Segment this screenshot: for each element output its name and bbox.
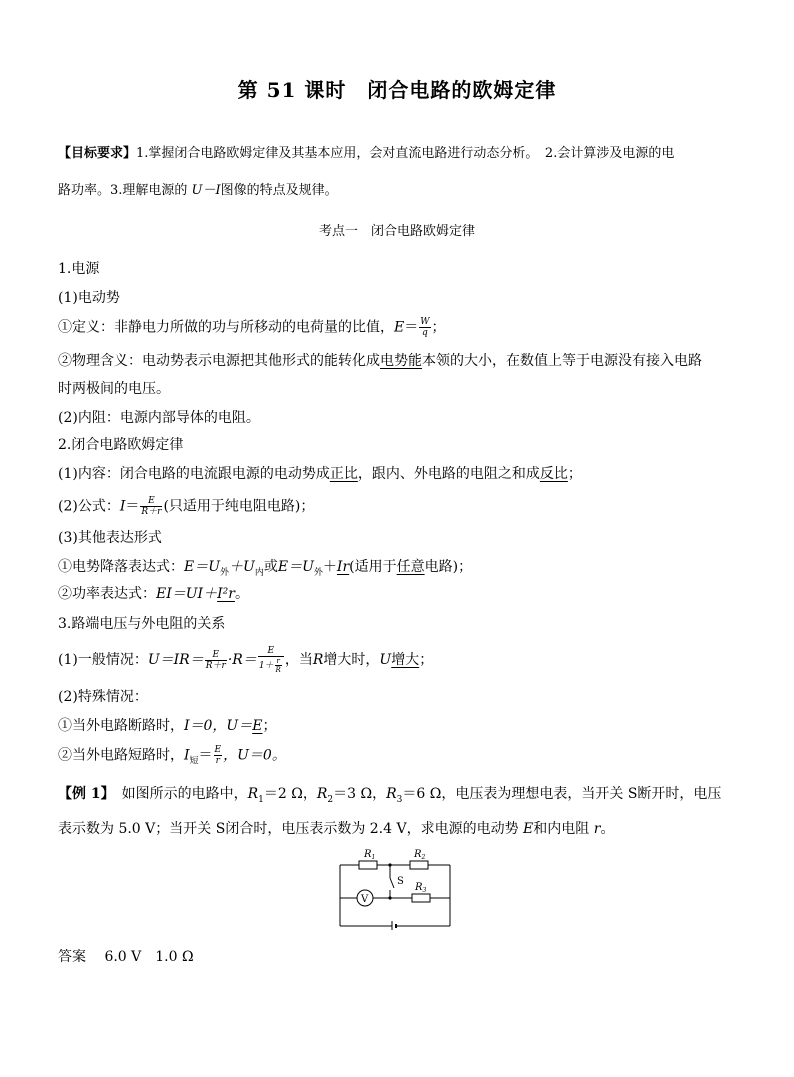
page-title: 第 51 课时 闭合电路的欧姆定律 xyxy=(237,78,557,102)
junction-dot xyxy=(388,863,391,866)
general-num1: E xyxy=(212,649,220,660)
content-end: ； xyxy=(567,466,582,482)
goals-text-1: 1.掌握闭合电路欧姆定律及其基本应用，会对直流电路进行动态分析。 2.会计算涉及电源的电 xyxy=(136,146,675,161)
open-pre: ①当外电路断路时， xyxy=(58,718,184,734)
formula-den: R＋r xyxy=(141,507,162,517)
short-circuit xyxy=(58,745,286,771)
drop-paren-post: 电路)； xyxy=(424,559,473,575)
general-den1: R＋r xyxy=(205,660,226,671)
drop-blank-Ir: Ir xyxy=(336,559,350,575)
drop-pre: ①电势降落表达式： xyxy=(58,559,184,575)
general-den2 xyxy=(258,656,284,674)
def-E: E xyxy=(394,319,405,336)
label-r3: $R_3$ xyxy=(415,882,427,894)
example-line2-end: 。 xyxy=(600,821,615,837)
s2-heading: 2.闭合电路欧姆定律 xyxy=(58,437,184,453)
short-den: r xyxy=(214,755,223,766)
ohm-formula xyxy=(58,496,314,517)
open-end: ； xyxy=(262,718,277,734)
drop-eq1: E＝U xyxy=(184,559,221,575)
drop-sub-out: 外 xyxy=(220,567,230,578)
s3-heading: 3.路端电压与外电阻的关系 xyxy=(58,616,226,632)
example-r3-sub: 3 xyxy=(396,794,403,805)
example-line-2 xyxy=(58,819,614,839)
junction-dot xyxy=(388,896,391,899)
drop-paren-pre: (适用于 xyxy=(349,559,397,575)
label-r1: $R_1$ xyxy=(364,849,376,861)
def-text: ①定义：非静电力所做的功与所移动的电荷量的比值， xyxy=(58,319,394,336)
example-E: E xyxy=(523,821,534,837)
drop-eq2: E＝U xyxy=(277,559,314,575)
example-r3-val: ＝6 Ω， xyxy=(402,786,456,802)
drop-sub-in: 内 xyxy=(254,567,264,578)
example-line2-pre: 表示数为 5.0 V；当开关 S闭合时，电压表示数为 2.4 V，求电源的电动势 xyxy=(58,821,519,837)
resistor-r2 xyxy=(410,861,428,869)
general-end: ； xyxy=(419,652,434,668)
general-blank: 增大 xyxy=(391,652,420,668)
formula-fraction xyxy=(140,496,162,517)
short-eq: ＝ xyxy=(198,747,213,764)
general-R: R xyxy=(312,652,324,668)
power-end: 。 xyxy=(234,586,249,602)
general-pre: (1)一般情况： xyxy=(58,652,148,668)
general-fraction-2 xyxy=(258,646,284,674)
drop-or: 或 xyxy=(263,559,278,575)
short-post: ，U＝0。 xyxy=(223,747,286,764)
emf-meaning-2: 时两极间的电压。 xyxy=(58,381,170,397)
def-num: W xyxy=(420,317,430,327)
formula-eq: ＝ xyxy=(125,498,140,515)
short-pre: ②当外电路短路时， xyxy=(58,747,184,764)
formula-post: (只适用于纯电阻电路)； xyxy=(163,498,315,515)
example-label: 【例 1】 xyxy=(58,786,108,802)
power-eq: EI＝UI＋ xyxy=(156,586,218,602)
general-num2: E xyxy=(267,646,275,656)
answer-value: 6.0 V 1.0 Ω xyxy=(104,949,194,965)
drop-plus2: ＋ xyxy=(322,559,337,575)
general-post-mid: 增大时， xyxy=(323,652,380,668)
example-pre: 如图所示的电路中， xyxy=(107,786,248,802)
open-eq: I＝0，U＝ xyxy=(184,718,253,734)
content-blank-1: 正比 xyxy=(329,466,358,482)
general-post-pre: ，当 xyxy=(284,652,313,668)
emf-meaning xyxy=(58,351,702,371)
resistor-r3 xyxy=(412,894,430,902)
example-r2-val: ＝3 Ω， xyxy=(333,786,387,802)
example-post: 电压表为理想电表，当开关 S断开时，电压 xyxy=(455,786,722,802)
example-r: r xyxy=(593,821,601,837)
goals-text-2b: 图像的特点及规律。 xyxy=(220,183,338,198)
special-case: (2)特殊情况： xyxy=(58,689,148,705)
open-circuit xyxy=(58,716,276,736)
power-form xyxy=(58,584,249,604)
goals-line-2 xyxy=(58,181,338,201)
meaning-post: 本领的大小，在数值上等于电源没有接入电路 xyxy=(422,353,702,369)
general-den2-pre: 1＋ xyxy=(258,661,274,671)
general-U: U xyxy=(379,652,392,668)
formula-I: I xyxy=(119,498,126,515)
open-blank: E xyxy=(252,718,263,734)
content-mid: ，跟内、外电路的电阻之和成 xyxy=(357,466,540,482)
def-end: ； xyxy=(431,319,446,336)
example-line2-mid: 和内电阻 xyxy=(533,821,590,837)
drop-sub-out2: 外 xyxy=(313,567,323,578)
def-eq: ＝ xyxy=(404,319,419,336)
power-blank: I²r xyxy=(217,586,235,602)
example-r2: R xyxy=(316,786,328,802)
ohm-content xyxy=(58,464,582,484)
content-blank-2: 反比 xyxy=(539,466,568,482)
internal-resistance: (2)内阻：电源内部导体的电阻。 xyxy=(58,410,260,426)
section-heading: 考点一 闭合电路欧姆定律 xyxy=(318,224,475,239)
emf-heading: (1)电动势 xyxy=(58,290,120,306)
resistor-r1 xyxy=(359,861,377,869)
content-pre: (1)内容：闭合电路的电流跟电源的电动势成 xyxy=(58,466,330,482)
def-den: q xyxy=(419,327,430,338)
goals-text-2a: 路功率。3.理解电源的 xyxy=(58,183,188,198)
answer xyxy=(58,947,194,967)
label-v: V xyxy=(361,894,369,905)
example-r1: R xyxy=(247,786,259,802)
short-sub: 短 xyxy=(189,756,199,767)
emf-definition xyxy=(58,317,446,338)
short-I: I xyxy=(184,747,190,764)
formula-pre: (2)公式： xyxy=(58,498,120,515)
example-line-1 xyxy=(58,784,721,810)
circuit-diagram xyxy=(326,846,466,930)
short-fraction xyxy=(214,745,223,766)
example-r2-sub: 2 xyxy=(327,794,334,805)
label-r2: $R_2$ xyxy=(414,849,426,861)
example-r1-val: ＝2 Ω， xyxy=(263,786,317,802)
meaning-blank: 电势能 xyxy=(380,353,422,369)
meaning-pre: ②物理含义：电动势表示电源把其他形式的能转化成 xyxy=(58,353,380,369)
power-pre: ②功率表达式： xyxy=(58,586,156,602)
s1-heading: 1.电源 xyxy=(58,261,100,277)
general-fraction-1 xyxy=(205,650,227,671)
other-forms: (3)其他表达形式 xyxy=(58,530,162,546)
voltage-drop-form xyxy=(58,557,472,583)
general-eq: U＝IR＝ xyxy=(147,652,204,668)
answer-label: 答案 xyxy=(58,949,86,965)
label-s: S xyxy=(397,876,404,887)
general-mid: ·R＝ xyxy=(227,652,257,668)
general-den2-fraction xyxy=(275,657,282,674)
def-fraction xyxy=(419,317,430,338)
formula-num: E xyxy=(148,496,155,506)
general-den2-den: R xyxy=(275,666,281,674)
drop-plus: ＋U xyxy=(229,559,255,575)
general-den2-num: r xyxy=(276,657,280,665)
goals-ui-symbol: U－I xyxy=(191,183,221,198)
drop-blank-any: 任意 xyxy=(396,559,425,575)
goals-line-1 xyxy=(58,144,674,164)
general-case xyxy=(58,646,433,674)
short-num: E xyxy=(214,745,222,755)
example-r3: R xyxy=(386,786,397,802)
goals-label: 【目标要求】 xyxy=(58,146,137,161)
switch-s xyxy=(390,878,394,888)
example-r1-sub: 1 xyxy=(258,794,264,805)
